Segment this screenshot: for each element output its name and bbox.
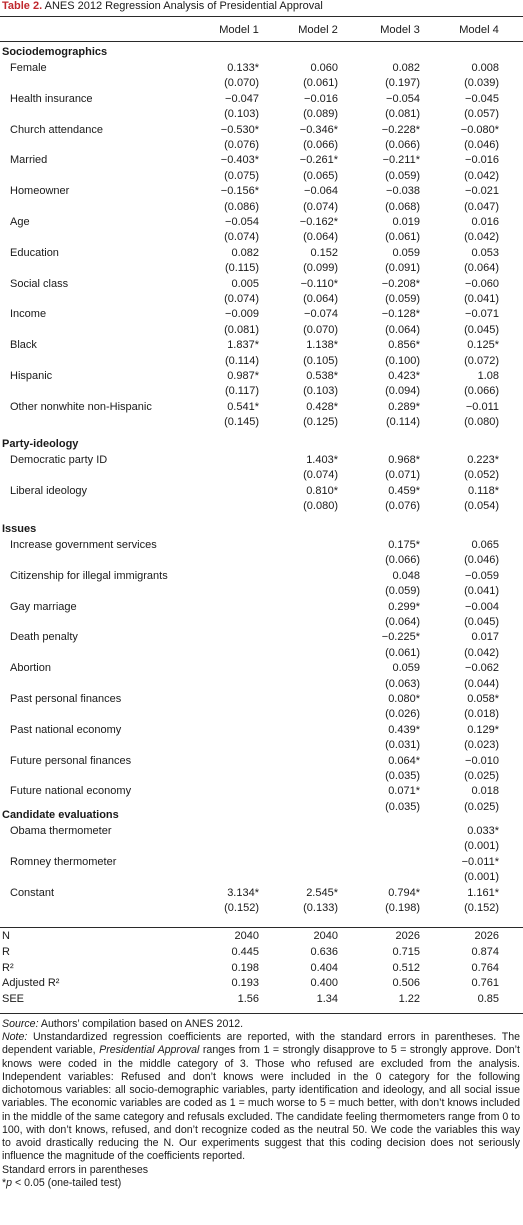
standard-error-cell: (0.046) [464,554,499,567]
standard-error-cell: (0.052) [464,469,499,482]
standard-error-cell: (0.081) [224,323,259,336]
general-note: Note: Unstandardized regression coefficients are reported, with the standard errors in parentheses. The dependent variable, Presidential Approval ranges from 1 = strongly disapprove to 5 = strongly approve. Don’t knows were coded in the middle category of 3. Those who refused are excluded from the analysis. Independent variables: Refused and don’t knows were included in the 0 category for the following dichotomous variables: all socio-demographic variables, party identification and ideology, and all social issue variables. The economic variables are coded as 1 = much worse to 5 = much better, with don’t knows included in the middle of the same category and refusals excluded. The candidate feeling thermometers range from 0 to 100, with don’t knows, refused, and don’t recognize coded as the neutral 50. We code the variables this way to avoid drastically reducing the N. Our experiments suggest that this coding decision does not seriously influence the magnitude of the coefficients reported. [2,1031,521,1163]
standard-error-cell: (0.031) [385,739,420,752]
stat-row [0,931,523,946]
standard-error-row [0,386,523,401]
standard-error-cell: (0.152) [464,902,499,914]
coefficient-cell: −0.162* [299,216,338,228]
standard-error-row [0,841,523,856]
coefficient-cell: −0.346* [299,123,338,136]
standard-error-cell: (0.152) [224,902,259,914]
standard-error-cell: (0.061) [385,646,420,659]
coefficient-cell: −0.403* [220,154,259,167]
standard-errors-note: Standard errors in parentheses [2,1163,149,1176]
standard-error-row [0,202,523,217]
standard-error-cell: (0.100) [385,354,420,367]
standard-error-row [0,171,523,186]
header-model-2: Model 2 [298,24,338,36]
table-row [0,455,523,470]
coefficient-cell: 0.018 [471,785,499,798]
standard-error-cell: (0.059) [385,169,420,182]
standard-error-cell: (0.070) [303,323,338,336]
standard-error-cell: (0.066) [385,554,420,567]
coefficient-cell: −0.011* [461,855,499,868]
standard-error-cell: (0.042) [464,646,499,659]
row-label: Past personal finances [10,693,122,705]
coefficient-cell: 0.008 [471,62,499,74]
coefficient-cell: −0.080* [460,123,499,136]
coefficient-cell: 0.856* [388,339,420,352]
table-row [0,540,523,555]
standard-error-cell: (0.074) [224,231,259,244]
standard-error-cell: (0.064) [303,231,338,244]
standard-error-cell: (0.133) [303,902,338,914]
coefficient-cell: 3.134* [227,886,259,899]
standard-error-row [0,78,523,93]
standard-error-cell: (0.072) [464,354,499,367]
section-heading: Candidate evaluations [2,809,119,821]
section-heading: Party-ideology [2,438,79,450]
stat-value: 0.85 [477,993,499,1006]
standard-error-row [0,325,523,340]
standard-error-row [0,263,523,278]
standard-error-cell: (0.041) [464,585,499,598]
row-label: Constant [10,886,55,899]
coefficient-cell: 1.138* [306,339,338,352]
standard-error-cell: (0.099) [303,262,338,275]
row-label: Education [10,246,59,259]
table-row [0,340,523,355]
table-row [0,857,523,872]
stat-value: 0.198 [231,961,259,974]
coefficient-cell: 0.059 [392,246,420,259]
standard-error-cell: (0.115) [224,262,259,275]
standard-error-cell: (0.042) [464,231,499,244]
standard-error-cell: (0.047) [464,200,499,213]
standard-error-cell: (0.125) [303,416,338,429]
standard-error-cell: (0.018) [464,708,499,721]
table-row [0,756,523,771]
coefficient-cell: −0.156* [220,185,259,198]
table-row [0,125,523,140]
standard-error-cell: (0.057) [464,108,499,121]
standard-error-cell: (0.042) [464,169,499,182]
table-row [0,786,523,801]
stat-value: 0.874 [471,945,499,958]
stat-value: 2040 [234,930,259,942]
row-label: Abortion [10,662,51,675]
stat-value: 0.193 [231,977,259,990]
standard-error-cell: (0.145) [224,416,259,429]
standard-error-cell: (0.080) [464,416,499,429]
row-label: Past national economy [10,723,122,736]
standard-error-row [0,872,523,887]
stat-value: 1.22 [398,993,420,1006]
coefficient-cell: 0.794* [388,886,420,899]
standard-error-cell: (0.094) [385,385,420,398]
table-notes [2,1018,520,1190]
coefficient-cell: 0.428* [306,400,338,413]
standard-error-cell: (0.076) [385,500,420,513]
coefficient-cell: 0.459* [388,484,420,497]
row-label: Increase government services [10,539,157,551]
standard-error-row [0,648,523,663]
coefficient-cell: 0.059 [392,662,420,675]
stat-value: 0.512 [392,961,420,974]
standard-error-cell: (0.064) [385,323,420,336]
standard-error-cell: (0.061) [385,231,420,244]
coefficient-cell: 0.019 [392,216,420,228]
standard-error-cell: (0.071) [385,469,420,482]
coefficient-cell: 0.080* [388,693,420,705]
standard-error-cell: (0.066) [464,385,499,398]
table-row [0,279,523,294]
coefficient-cell: 0.538* [306,370,338,382]
row-label: Church attendance [10,123,103,136]
standard-error-cell: (0.081) [385,108,420,121]
standard-error-row [0,417,523,432]
top-rule [0,16,523,17]
row-label: Female [10,62,47,74]
coefficient-cell: 0.968* [388,454,420,466]
standard-error-row [0,555,523,570]
standard-error-cell: (0.041) [464,293,499,305]
source-note: Source: Authors’ compilation based on ANES 2012. [2,1018,244,1030]
coefficient-cell: −0.074 [304,308,338,321]
coefficient-cell: −0.064 [304,185,338,198]
standard-error-cell: (0.114) [385,416,420,429]
header-model-1: Model 1 [219,24,259,36]
row-label: Black [10,339,37,352]
stat-label: R [2,945,10,958]
coefficient-cell: 0.064* [388,754,420,767]
coefficient-cell: 1.161* [467,886,499,899]
standard-error-cell: (0.066) [303,139,338,151]
coefficient-cell: −0.228* [381,123,420,136]
section-heading: Issues [2,523,37,535]
coefficient-cell: 0.129* [467,723,499,736]
significance-note: *p < 0.05 (one-tailed test) [2,1176,122,1189]
standard-error-row [0,771,523,786]
coefficient-cell: 0.065 [471,539,499,551]
table-row [0,248,523,263]
coefficient-cell: −0.054 [225,216,259,228]
standard-error-cell: (0.044) [464,677,499,690]
coefficient-cell: 0.133* [227,62,259,74]
stat-value: 0.404 [310,961,338,974]
standard-error-row [0,140,523,155]
standard-error-row [0,617,523,632]
row-label: Citizenship for illegal immigrants [10,569,168,582]
table-row [0,694,523,709]
standard-error-cell: (0.068) [385,200,420,213]
coefficient-cell: 0.423* [388,370,420,382]
standard-error-cell: (0.035) [385,800,420,813]
stat-label: Adjusted R² [2,977,60,990]
coefficient-cell: 0.071* [388,785,420,798]
standard-error-cell: (0.064) [385,616,420,628]
standard-error-cell: (0.076) [224,139,259,151]
standard-error-cell: (0.074) [303,469,338,482]
coefficient-cell: −0.045 [465,92,499,105]
coefficient-cell: 0.033* [467,825,499,837]
row-label: Social class [10,277,69,290]
table-row [0,155,523,170]
stat-row [0,994,523,1009]
stat-value: 0.506 [392,977,420,990]
section-heading: Sociodemographics [2,46,108,58]
stat-value: 0.715 [392,945,420,958]
row-label: Future national economy [10,785,132,798]
coefficient-cell: −0.010 [465,754,499,767]
standard-error-row [0,679,523,694]
standard-error-row [0,586,523,601]
coefficient-cell: −0.054 [386,92,420,105]
stat-value: 2026 [474,930,499,942]
coefficient-cell: 1.403* [306,454,338,466]
coefficient-cell: −0.060 [465,277,499,290]
standard-error-cell: (0.074) [303,200,338,213]
coefficient-cell: −0.530* [220,123,259,136]
standard-error-cell: (0.001) [464,871,499,884]
row-label: Democratic party ID [10,454,108,466]
table-caption [2,1,323,12]
standard-error-cell: (0.046) [464,139,499,151]
row-label: Married [10,154,48,167]
coefficient-cell: 0.541* [227,400,259,413]
coefficient-cell: 0.048 [392,569,420,582]
standard-error-cell: (0.086) [224,200,259,213]
table-row [0,217,523,232]
coefficient-cell: 0.058* [467,693,499,705]
stat-value: 2026 [395,930,420,942]
standard-error-cell: (0.039) [464,77,499,90]
stats-rule [0,927,523,928]
coefficient-cell: −0.009 [225,308,259,321]
coefficient-cell: −0.047 [225,92,259,105]
coefficient-cell: −0.011 [465,400,499,413]
coefficient-cell: −0.016 [465,154,499,167]
coefficient-cell: −0.071 [465,308,499,321]
stat-value: 1.34 [316,993,338,1006]
coefficient-cell: 0.005 [231,277,259,290]
standard-error-cell: (0.075) [224,169,259,182]
stat-row [0,947,523,962]
row-label: Future personal finances [10,754,132,767]
stat-value: 2040 [313,930,338,942]
standard-error-cell: (0.066) [385,139,420,151]
coefficient-cell: −0.021 [465,185,499,198]
coefficient-cell: 0.152 [310,246,338,259]
standard-error-cell: (0.091) [385,262,420,275]
standard-error-cell: (0.064) [303,293,338,305]
coefficient-cell: −0.062 [465,662,499,675]
table-row [0,632,523,647]
standard-error-cell: (0.026) [385,708,420,721]
header-model-3: Model 3 [380,24,420,36]
stat-label: N [2,930,10,942]
table-title: ANES 2012 Regression Analysis of Presidential Approval [44,0,323,12]
coefficient-cell: 0.987* [227,370,259,382]
table-row [0,309,523,324]
coefficient-cell: 0.810* [306,484,338,497]
table-label: Table 2. [2,0,43,12]
standard-error-row [0,294,523,309]
coefficient-cell: 0.053 [471,246,499,259]
standard-error-cell: (0.063) [385,677,420,690]
standard-error-cell: (0.114) [224,354,259,367]
coefficient-cell: −0.211* [382,154,420,167]
coefficient-cell: 0.175* [388,539,420,551]
coefficient-cell: 0.017 [471,631,499,644]
row-label: Gay marriage [10,600,77,613]
coefficient-cell: −0.128* [381,308,420,321]
standard-error-row [0,356,523,371]
standard-error-cell: (0.045) [464,323,499,336]
coefficient-cell: 0.299* [388,600,420,613]
table-row [0,63,523,78]
standard-error-cell: (0.065) [303,169,338,182]
row-label: Homeowner [10,185,70,198]
stat-row [0,963,523,978]
coefficient-cell: 0.125* [467,339,499,352]
standard-error-cell: (0.059) [385,585,420,598]
stat-row [0,978,523,993]
coefficient-cell: 0.060 [310,62,338,74]
standard-error-cell: (0.054) [464,500,499,513]
row-label: Liberal ideology [10,484,88,497]
standard-error-cell: (0.080) [303,500,338,513]
row-label: Income [10,308,47,321]
standard-error-cell: (0.074) [224,293,259,305]
standard-error-cell: (0.035) [385,770,420,782]
standard-error-cell: (0.103) [224,108,259,121]
stat-value: 1.56 [237,993,259,1006]
coefficient-cell: −0.016 [304,92,338,105]
row-label: Age [10,216,30,228]
row-label: Obama thermometer [10,825,112,837]
table-row [0,602,523,617]
standard-error-cell: (0.001) [464,840,499,853]
table-row [0,402,523,417]
row-label: Death penalty [10,631,78,644]
stat-value: 0.445 [231,945,259,958]
table-row [0,94,523,109]
row-label: Other nonwhite non-Hispanic [10,400,152,413]
table-row [0,826,523,841]
standard-error-row [0,740,523,755]
coefficient-cell: −0.059 [465,569,499,582]
coefficient-cell: 0.118* [468,484,499,497]
header-model-4: Model 4 [459,24,499,36]
standard-error-row [0,109,523,124]
coefficient-cell: −0.004 [465,600,499,613]
table-row [0,725,523,740]
coefficient-cell: 1.08 [477,370,499,382]
coefficient-cell: −0.208* [381,277,420,290]
table-row [0,571,523,586]
stat-label: R² [2,961,14,974]
coefficient-cell: −0.038 [386,185,420,198]
standard-error-row [0,709,523,724]
table-row [0,371,523,386]
standard-error-cell: (0.089) [303,108,338,121]
standard-error-cell: (0.045) [464,616,499,628]
standard-error-cell: (0.117) [224,385,259,398]
stat-label: SEE [2,993,25,1006]
header-rule [0,41,523,42]
coefficient-cell: −0.261* [299,154,338,167]
standard-error-cell: (0.198) [385,902,420,914]
table-row [0,186,523,201]
coefficient-cell: 0.082 [231,246,259,259]
standard-error-cell: (0.105) [303,354,338,367]
bottom-rule [0,1013,523,1014]
standard-error-row [0,470,523,485]
stat-value: 0.636 [310,945,338,958]
table-row [0,888,523,903]
stat-value: 0.761 [471,977,499,990]
standard-error-cell: (0.197) [385,77,420,90]
standard-error-cell: (0.061) [303,77,338,90]
coefficient-cell: 0.439* [388,723,420,736]
standard-error-cell: (0.025) [464,770,499,782]
row-label: Health insurance [10,92,93,105]
coefficient-cell: −0.110* [300,277,338,290]
standard-error-cell: (0.103) [303,385,338,398]
coefficient-cell: 1.837* [227,339,259,352]
standard-error-cell: (0.070) [224,77,259,90]
stat-value: 0.400 [310,977,338,990]
coefficient-cell: 0.223* [467,454,499,466]
row-label: Hispanic [10,370,53,382]
standard-error-row [0,232,523,247]
standard-error-cell: (0.064) [464,262,499,275]
row-label: Romney thermometer [10,855,117,868]
standard-error-row [0,501,523,516]
standard-error-cell: (0.059) [385,293,420,305]
coefficient-cell: 0.016 [471,216,499,228]
stat-value: 0.764 [471,961,499,974]
coefficient-cell: 0.082 [392,62,420,74]
table-row [0,663,523,678]
standard-error-cell: (0.023) [464,739,499,752]
standard-error-cell: (0.025) [464,800,499,813]
coefficient-cell: 2.545* [306,886,338,899]
table-row [0,486,523,501]
coefficient-cell: −0.225* [381,631,420,644]
standard-error-row [0,903,523,918]
coefficient-cell: 0.289* [388,400,420,413]
